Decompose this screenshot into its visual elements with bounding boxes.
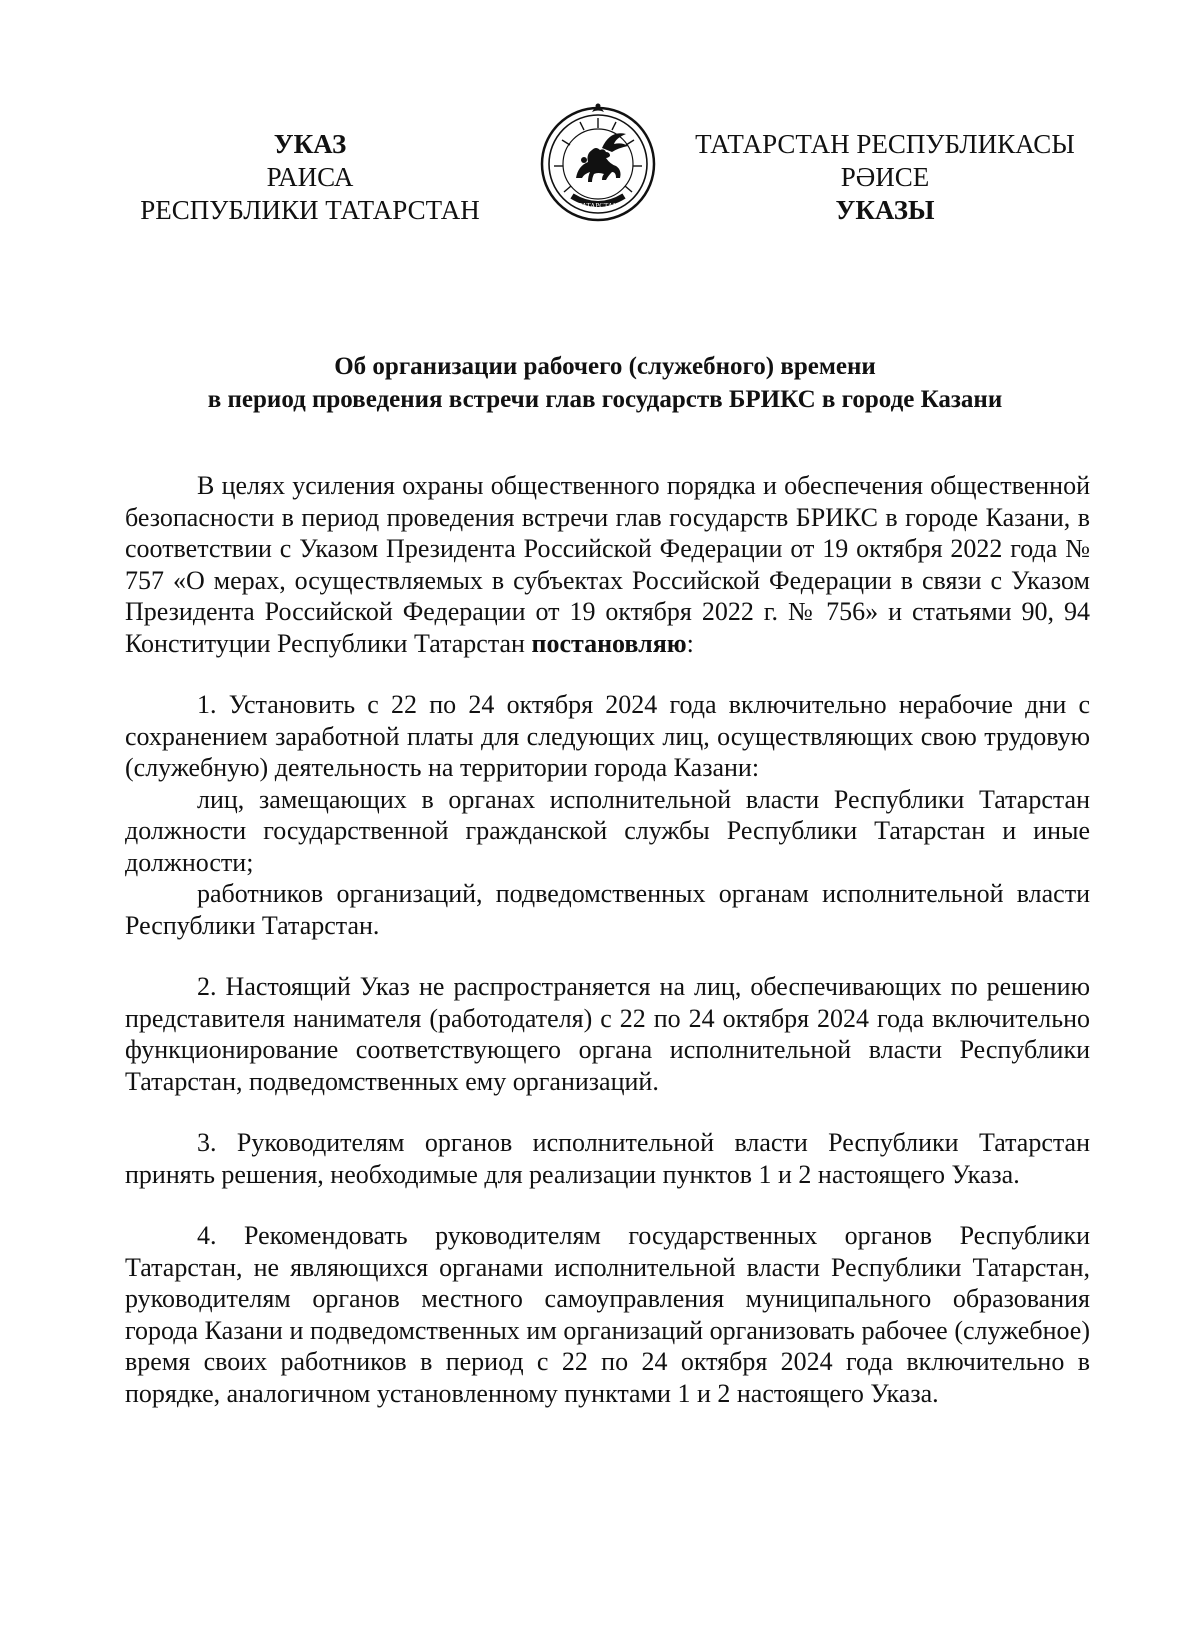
title-line-2: в период проведения встречи глав государств БРИКС в городе Казани (207, 386, 1003, 413)
item-1-paragraph: 1. Установить с 22 по 24 октября 2024 года включительно нерабочие дни с сохранением заработной платы для следующих лиц, осуществляющих свою трудовую (служебную) деятельность на территории города Казани: (125, 690, 1090, 782)
item-1-subitem-1: лиц, замещающих в органах исполнительной власти Республики Татарстан должности государственной гражданской службы Республики Татарстан и иные должности; (125, 784, 1090, 877)
header-right-line-3: УКАЗЫ (835, 195, 935, 225)
header-left-line-1: УКАЗ (273, 129, 347, 159)
header-right-line-1: ТАТАРСТАН РЕСПУБЛИКАСЫ (695, 129, 1075, 159)
item-1-subitem-2: работников организаций, подведомственных органам исполнительной власти Республики Татарстан. (125, 879, 1090, 940)
decree-word: постановляю (531, 628, 687, 658)
emblem-ribbon-text: ТАТАРСТАН (577, 202, 619, 210)
item-3-paragraph: 3. Руководителям органов исполнительной власти Республики Татарстан принять решения, необходимые для реализации пунктов 1 и 2 настоящего Указа. (125, 1128, 1090, 1189)
item-2-paragraph: 2. Настоящий Указ не распространяется на лиц, обеспечивающих по решению представителя нанимателя (работодателя) с 22 по 24 октября 2024 года включительно функционирование соответствующего органа исполнительной власти Республики Татарстан, подведомственных ему организаций. (125, 972, 1090, 1096)
item-4-paragraph: 4. Рекомендовать руководителям государственных органов Республики Татарстан, не являющихся органами исполнительной власти Республики Татарстан, руководителям органов местного самоуправления муниципального образования города Казани и подведомственных им организаций организовать рабочее (служебное) время своих работников в период с 22 по 24 октября 2024 года включительно в порядке, аналогичном установленному пунктами 1 и 2 настоящего Указа. (125, 1221, 1090, 1408)
title-line-1: Об организации рабочего (служебного) времени (334, 353, 876, 380)
document-title (120, 350, 1090, 416)
emblem-svg (536, 100, 660, 224)
header-left-line-3: РЕСПУБЛИКИ ТАТАРСТАН (140, 195, 480, 225)
header-left-line-2: РАИСА (266, 162, 354, 192)
header-right-line-2: РӘИСЕ (840, 162, 930, 192)
header-left-block (120, 128, 500, 227)
preamble-paragraph (125, 470, 1090, 659)
tatarstan-coat-of-arms-icon (536, 100, 660, 224)
document-body (125, 470, 1090, 1409)
preamble-text: В целях усиления охраны общественного порядка и обеспечения общественной безопасности в период проведения встречи глав государств БРИКС в городе Казани, в соответствии с Указом Президента Российской Федерации от 19 октября 2022 года № 757 «О мерах, осуществляемых в субъектах Российской Федерации в связи с Указом Президента Российской Федерации от 19 октября 2022 г. № 756» и статьями 90, 94 Конституции Республики Татарстан (125, 471, 1090, 658)
header-right-block (680, 128, 1090, 227)
preamble-colon: : (686, 628, 694, 658)
